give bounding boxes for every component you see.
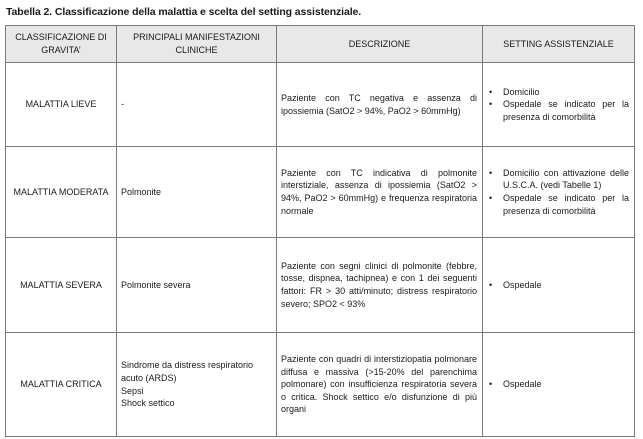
- manifestations-cell: [117, 333, 277, 437]
- header-description: DESCRIZIONE: [277, 26, 483, 63]
- manifestation-item: Polmonite severa: [121, 279, 191, 290]
- table-caption: Tabella 2. Classificazione della malattia e scelta del setting assistenziale.: [6, 6, 362, 18]
- header-manifestations: PRINCIPALI MANIFESTAZIONI CLINICHE: [117, 26, 277, 63]
- table-row: [6, 63, 635, 147]
- setting-cell: [483, 333, 635, 437]
- setting-cell: [483, 63, 635, 147]
- description-cell: Paziente con TC indicativa di polmonite interstiziale, assenza di ipossiemia (SatO2 > 94%, PaO2 > 60mmHg) e frequenza respiratoria normale: [277, 147, 483, 238]
- severity-cell: MALATTIA MODERATA: [6, 147, 117, 238]
- header-setting: SETTING ASSISTENZIALE: [483, 26, 635, 63]
- setting-item: • Domicilio con attivazione delle U.S.C.A. (vedi Tabelle 1): [485, 167, 629, 192]
- setting-item: • Ospedale: [485, 378, 629, 391]
- manifestations-cell: [117, 147, 277, 238]
- description-cell: Paziente con segni clinici di polmonite (febbre, tosse, dispnea, tachipnea) e con 1 dei seguenti fattori: FR > 30 atti/minuto; distress respiratorio severo; SPO2 < 93%: [277, 238, 483, 333]
- description-cell: Paziente con TC negativa e assenza di ipossiemia (SatO2 > 94%, PaO2 > 60mmHg): [277, 63, 483, 147]
- table-row: [6, 147, 635, 238]
- setting-cell: [483, 147, 635, 238]
- manifestation-item: Shock settico: [121, 398, 175, 409]
- severity-cell: MALATTIA CRITICA: [6, 333, 117, 437]
- severity-cell: MALATTIA LIEVE: [6, 63, 117, 147]
- manifestation-item: Polmonite: [121, 186, 162, 197]
- header-severity: CLASSIFICAZIONE DI GRAVITA’: [6, 26, 117, 63]
- table-row: [6, 238, 635, 333]
- manifestation-item: Sepsi: [121, 385, 144, 396]
- setting-item: • Ospedale se indicato per la presenza di comorbilità: [485, 192, 629, 217]
- severity-cell: MALATTIA SEVERA: [6, 238, 117, 333]
- manifestations-cell: [117, 238, 277, 333]
- setting-cell: [483, 238, 635, 333]
- classification-table: [5, 25, 635, 437]
- manifestation-item: Sindrome da distress respiratorio acuto (ARDS): [121, 360, 254, 383]
- setting-item: • Ospedale se indicato per la presenza di comorbilità: [485, 98, 629, 123]
- table-row: [6, 333, 635, 437]
- header-row: [6, 26, 635, 63]
- manifestation-item: -: [121, 99, 124, 110]
- setting-item: • Ospedale: [485, 279, 629, 292]
- description-cell: Paziente con quadri di interstiziopatia polmonare diffusa e massiva (>15-20% del parenchima polmonare) con insufficienza respiratoria severa o critica. Shock settico e/o disfunzione di più organi: [277, 333, 483, 437]
- manifestations-cell: [117, 63, 277, 147]
- setting-item: • Domicilio: [485, 86, 629, 99]
